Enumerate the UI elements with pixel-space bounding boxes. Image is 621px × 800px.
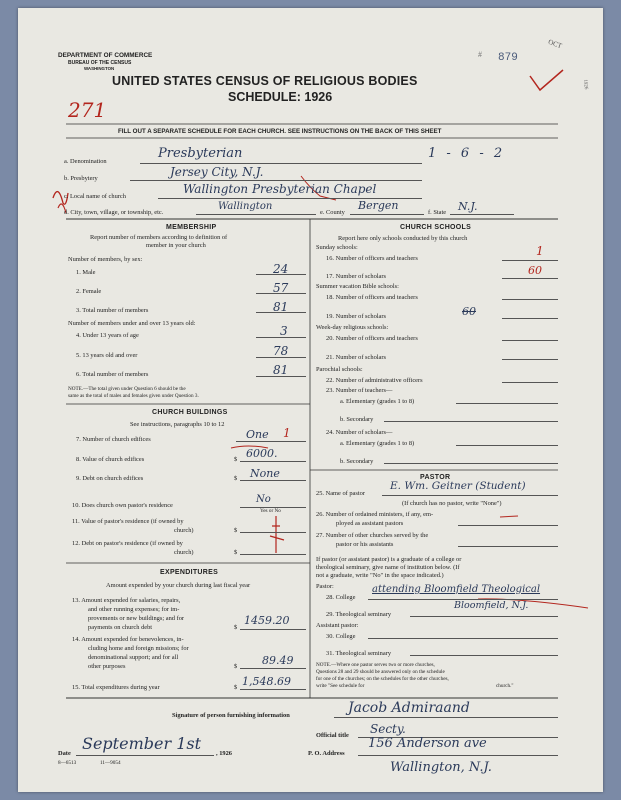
pastor-note-5: church." [496,683,514,689]
print-code: 8—6513 [58,760,77,766]
presbytery-value: Jersey City, N.J. [170,165,264,179]
pastor-sub-label: Pastor: [316,583,334,590]
q4-value: 3 [280,324,288,338]
print-code-2: 11—9054 [100,760,121,766]
denomination-code: 1 - 6 - 2 [428,146,506,161]
q14-label-1: 14. Amount expended for benevolences, in- [72,636,184,643]
po-address-label: P. O. Address [308,750,345,757]
sunday-schools-label: Sunday schools: [316,244,358,251]
q9-label: 9. Debt on church edifices [76,475,144,482]
form-title: UNITED STATES CENSUS OF RELIGIOUS BODIES [112,74,418,88]
weekday-schools-label: Week-day religious schools: [316,324,389,331]
denomination-value: Presbyterian [158,146,243,161]
q12-label-1: 12. Debt on pastor's residence (if owned by [72,540,183,547]
q20-label: 20. Number of officers and teachers [326,335,418,342]
q6-label: 6. Total number of members [76,371,149,378]
q23a-label: a. Elementary (grades 1 to 8) [340,398,415,405]
q13-value: 1459.20 [244,614,290,627]
yes-no-hint: Yes or No [260,508,281,514]
q14-dollar: $ [234,663,238,670]
buildings-heading: CHURCH BUILDINGS [152,409,228,416]
q28-label: 28. College [326,594,356,601]
q14-label-2: cluding home and foreign missions; for [88,645,189,652]
membership-intro-1: Report number of members according to definition of [90,234,228,241]
parochial-schools-label: Parochial schools: [316,366,363,373]
summer-schools-label: Summer vacation Bible schools: [316,283,399,290]
department-label: DEPARTMENT OF COMMERCE [58,52,153,59]
pastor-note-1: NOTE.—Where one pastor serves two or more churches, [316,662,435,668]
q17-value: 60 [528,264,542,277]
schools-heading: CHURCH SCHOOLS [400,224,472,231]
q15-dollar: $ [234,684,238,691]
graduate-instruction-2: theological seminary, give name of institution below. (If [316,564,460,571]
q16-value: 1 [536,244,544,258]
q25-value: E. Wm. Geitner (Student) [390,480,526,492]
q7-red-mark: 1 [283,426,291,440]
q24-label: 24. Number of scholars— [326,429,393,436]
q7-value: One [246,428,269,441]
q8-value: 6000. [246,447,278,460]
local-name-value: Wallington Presbyterian Chapel [183,182,377,196]
q19-label: 19. Number of scholars [326,313,386,320]
city-field-value: Wallington [218,201,273,212]
membership-note-2: same as the total of males and females given under Question 3. [68,393,199,399]
expenditures-intro: Amount expended by your church during last fiscal year [106,582,251,589]
po-address-line1: 156 Anderson ave [368,736,487,751]
q7-label: 7. Number of church edifices [76,436,151,443]
q28-value: attending Bloomfield Theological [372,584,541,595]
q14-label-4: other purposes [88,663,126,670]
q3-value: 81 [273,300,289,314]
local-name-label: c. Local name of church [64,193,126,200]
graduate-instruction-3: not a graduate, write "No" in the space indicated.) [316,572,444,579]
q26-label-2: ployed as assistant pastors [336,520,404,527]
state-value: N.J. [458,200,478,213]
membership-intro-2: member in your church [146,242,206,249]
q24a-label: a. Elementary (grades 1 to 8) [340,440,415,447]
q13-label-4: payments on church debt [88,624,153,631]
q9-value: None [250,467,280,480]
stamp-oct: OCT [547,37,563,51]
membership-note-1: NOTE.—The total given under Question 6 should be the [68,386,186,392]
city-field-label: d. City, town, village, or township, etc. [64,209,164,216]
q9-dollar: $ [234,475,238,482]
q10-value: No [256,494,271,505]
pastor-note-3: for one of the churches; on the schedules for the other churches, [316,676,449,682]
schedule-title: SCHEDULE: 1926 [228,90,333,104]
q22-label: 22. Number of administrative officers [326,377,423,384]
q26-label-1: 26. Number of ordained ministers, if any, em- [316,511,434,518]
signature-value: Jacob Admiraand [348,700,470,716]
q23-label: 23. Number of teachers— [326,387,393,394]
q15-label: 15. Total expenditures during year [72,684,160,691]
date-label: Date [58,750,71,757]
q13-label-2: and other running expenses; for im- [88,606,180,613]
q13-label-3: provements or new buildings; and for [88,615,185,622]
q13-label-1: 13. Amount expended for salaries, repairs, [72,597,181,604]
q23b-label: b. Secondary [340,416,374,423]
q12-label-2: church) [174,549,194,556]
q14-label-3: denominational support; and for all [88,654,179,661]
q25-label: 25. Name of pastor [316,490,365,497]
bureau-label: BUREAU OF THE CENSUS [68,60,132,66]
hash-mark: # [478,50,482,59]
q18-label: 18. Number of officers and teachers [326,294,418,301]
assistant-pastor-label: Assistant pastor: [316,622,359,629]
date-year: , 1926 [216,750,232,757]
official-title-label: Official title [316,732,349,739]
q5-value: 78 [273,344,289,358]
q30-label: 30. College [326,633,356,640]
q6-value: 81 [273,363,289,377]
q1-label: 1. Male [76,269,96,276]
q11-label-2: church) [174,527,194,534]
q10-label: 10. Does church own pastor's residence [72,502,173,509]
census-schedule-sheet [18,8,603,792]
q27-label-2: pastor or his assistants [336,541,394,548]
q12-dollar: $ [234,549,238,556]
presbytery-label: b. Presbytery [64,175,98,182]
members-by-age-label: Number of members under and over 13 years old: [68,320,196,327]
q19-value: 60 [462,305,476,318]
q16-label: 16. Number of officers and teachers [326,255,418,262]
po-address-line2: Wallington, N.J. [390,760,492,775]
pastor-note-4: write "See schedule for [316,683,365,689]
expenditures-heading: EXPENDITURES [160,569,219,576]
q29-value: Bloomfield, N.J. [454,600,529,611]
schools-intro: Report here only schools conducted by this church [338,235,468,242]
q27-label-1: 27. Number of other churches served by the [316,532,429,539]
q2-value: 57 [273,281,289,295]
instruction-line: FILL OUT A SEPARATE SCHEDULE FOR EACH CHURCH. SEE INSTRUCTIONS ON THE BACK OF THIS SHEET [118,128,442,135]
q11-dollar: $ [234,527,238,534]
county-value: Bergen [358,199,399,212]
q24b-label: b. Secondary [340,458,374,465]
q29-label: 29. Theological seminary [326,611,392,618]
q17-label: 17. Number of scholars [326,273,386,280]
buildings-intro: See instructions, paragraphs 10 to 12 [130,421,225,428]
q25-note: (If church has no pastor, write "None") [402,500,502,507]
q8-dollar: $ [234,456,238,463]
graduate-instruction-1: If pastor (or assistant pastor) is a graduate of a college or [316,556,462,563]
q1-value: 24 [273,262,289,276]
stamp-year: 1926 [582,79,588,90]
official-title-value: Secty. [370,722,406,736]
q8-label: 8. Value of church edifices [76,456,145,463]
date-value: September 1st [82,734,202,753]
denomination-label: a. Denomination [64,158,107,165]
signature-label: Signature of person furnishing information [172,712,290,719]
city-label: WASHINGTON [84,66,115,71]
q4-label: 4. Under 13 years of age [76,332,139,339]
q13-dollar: $ [234,624,238,631]
q31-label: 31. Theological seminary [326,650,392,657]
state-label: f. State [428,209,447,216]
pastor-heading: PASTOR [420,474,451,481]
q14-value: 89.49 [262,654,294,667]
county-label: e. County [320,209,345,216]
q5-label: 5. 13 years old and over [76,352,138,359]
red-file-number: 271 [68,98,107,122]
q2-label: 2. Female [76,288,102,295]
q15-value: 1,548.69 [242,675,291,688]
members-by-sex-label: Number of members, by sex: [68,256,143,263]
stamp-number: 879 [498,52,518,64]
q21-label: 21. Number of scholars [326,354,386,361]
membership-heading: MEMBERSHIP [166,224,217,231]
q11-label-1: 11. Value of pastor's residence (if owned by [72,518,184,525]
form-rules [18,8,603,792]
q3-label: 3. Total number of members [76,307,149,314]
pastor-note-2: Questions 28 and 29 should be answered only on the schedule [316,669,445,675]
